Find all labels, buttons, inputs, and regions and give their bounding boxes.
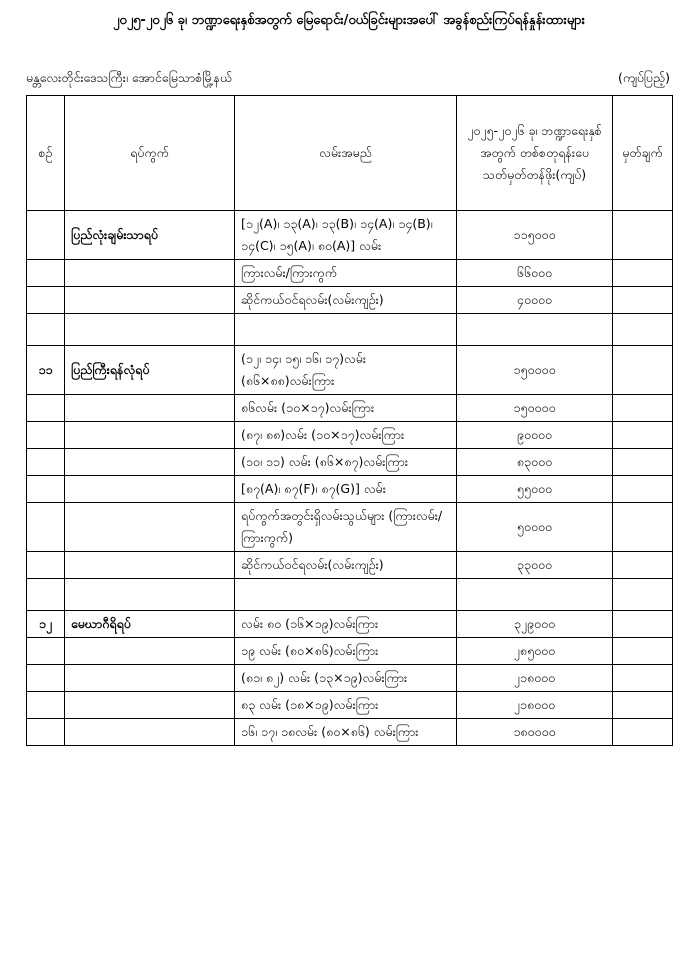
cell-no	[27, 260, 65, 287]
cell-street: [၈၇(A)၊ ၈၇(F)၊ ၈၇(G)] လမ်း	[235, 476, 457, 503]
cell-ward	[65, 638, 235, 665]
table-row	[27, 611, 673, 638]
cell-remark	[613, 211, 673, 260]
table-row	[27, 422, 673, 449]
cell-street: (၈၇၊ ၈၈)လမ်း (၁၀×၁၇)လမ်းကြား	[235, 422, 457, 449]
cell-rate: ၃၃၀၀၀	[457, 552, 613, 579]
header-no: စဉ်	[27, 96, 65, 211]
cell-street: ရပ်ကွက်အတွင်းရှိလမ်းသွယ်များ (ကြားလမ်း/ကြားကွက်)	[235, 503, 457, 552]
cell-street: ကြားလမ်း/ကြားကွက်	[235, 260, 457, 287]
cell-ward	[65, 287, 235, 314]
cell-ward: ပြည်ကြီးရန်လုံရပ်	[65, 346, 235, 395]
cell-no: ၁၂	[27, 611, 65, 638]
table-row	[27, 552, 673, 579]
cell-rate	[457, 579, 613, 611]
table-row	[27, 260, 673, 287]
table-row	[27, 476, 673, 503]
cell-remark	[613, 611, 673, 638]
cell-street: ၁၉ လမ်း (၈၀×၈၆)လမ်းကြား	[235, 638, 457, 665]
header-remark: မှတ်ချက်	[613, 96, 673, 211]
cell-street: ၈၃ လမ်း (၁၈×၁၉)လမ်းကြား	[235, 692, 457, 719]
cell-no	[27, 422, 65, 449]
table-row	[27, 314, 673, 346]
table-row	[27, 346, 673, 395]
location-label: မန္တလေးတိုင်းဒေသကြီး၊ အောင်မြေသာစံမြို့နယ်	[26, 70, 233, 85]
cell-remark	[613, 449, 673, 476]
table-row	[27, 638, 673, 665]
cell-no	[27, 579, 65, 611]
cell-no	[27, 719, 65, 746]
cell-remark	[613, 503, 673, 552]
cell-no	[27, 503, 65, 552]
table-row	[27, 692, 673, 719]
cell-no	[27, 287, 65, 314]
cell-no	[27, 692, 65, 719]
cell-ward	[65, 719, 235, 746]
cell-no	[27, 211, 65, 260]
cell-no	[27, 638, 65, 665]
cell-street: [၁၂(A)၊ ၁၃(A)၊ ၁၃(B)၊ ၁၄(A)၊ ၁၄(B)၊ ၁၄(C)၊ ၁၅(A)၊ ၈၀(A)] လမ်း	[235, 211, 457, 260]
cell-remark	[613, 719, 673, 746]
cell-rate: ၃၂၉၀၀၀	[457, 611, 613, 638]
cell-street: ဆိုင်ကယ်ဝင်ရလမ်း(လမ်းကျဉ်း)	[235, 552, 457, 579]
cell-remark	[613, 552, 673, 579]
cell-ward	[65, 579, 235, 611]
cell-ward	[65, 552, 235, 579]
cell-rate: ၁၁၅၀၀၀	[457, 211, 613, 260]
cell-ward	[65, 503, 235, 552]
table-row	[27, 719, 673, 746]
cell-rate: ၈၃၀၀၀	[457, 449, 613, 476]
cell-ward	[65, 449, 235, 476]
table-row	[27, 665, 673, 692]
cell-rate: ၂၈၅၀၀၀	[457, 638, 613, 665]
header-ward: ရပ်ကွက်	[65, 96, 235, 211]
cell-street	[235, 579, 457, 611]
cell-rate: ၂၁၈၀၀၀	[457, 692, 613, 719]
cell-street: ၁၆၊ ၁၇၊ ၁၈လမ်း (၈၀×၈၆) လမ်းကြား	[235, 719, 457, 746]
cell-remark	[613, 579, 673, 611]
cell-ward	[65, 422, 235, 449]
cell-ward	[65, 476, 235, 503]
cell-street: ၈၆လမ်း (၁၀×၁၇)လမ်းကြား	[235, 395, 457, 422]
unit-label: (ကျပ်ပြည့်)	[617, 70, 670, 85]
cell-rate: ၉၀၀၀၀	[457, 422, 613, 449]
cell-remark	[613, 638, 673, 665]
table-row	[27, 503, 673, 552]
cell-no: ၁၁	[27, 346, 65, 395]
table-body	[27, 211, 673, 746]
cell-no	[27, 476, 65, 503]
cell-no	[27, 395, 65, 422]
cell-street: (၁၀၊ ၁၁) လမ်း (၈၆×၈၇)လမ်းကြား	[235, 449, 457, 476]
cell-street: (၁၂၊ ၁၄၊ ၁၅၊ ၁၆၊ ၁၇)လမ်း (၈၆×၈၈)လမ်းကြား	[235, 346, 457, 395]
cell-rate: ၆၆၀၀၀	[457, 260, 613, 287]
cell-rate	[457, 314, 613, 346]
cell-rate: ၅၀၀၀၀	[457, 503, 613, 552]
cell-rate: ၁၅၀၀၀၀	[457, 346, 613, 395]
cell-street: ဆိုင်ကယ်ဝင်ရလမ်း(လမ်းကျဉ်း)	[235, 287, 457, 314]
cell-rate: ၁၈၀၀၀၀	[457, 719, 613, 746]
document-title: ၂၀၂၅-၂၀၂၆ ခု၊ ဘဏ္ဍာရေးနှစ်အတွက် မြေရောင်း/ဝယ်ခြင်းများအပေါ် အခွန်စည်းကြပ်ရန်နှုန်းထားများ	[113, 13, 585, 28]
cell-street: (၈၁၊ ၈၂) လမ်း (၁၃×၁၉)လမ်းကြား	[235, 665, 457, 692]
cell-remark	[613, 314, 673, 346]
cell-ward	[65, 395, 235, 422]
cell-street: လမ်း ၈၀ (၁၆×၁၉)လမ်းကြား	[235, 611, 457, 638]
header-street: လမ်းအမည်	[235, 96, 457, 211]
cell-ward	[65, 260, 235, 287]
cell-remark	[613, 287, 673, 314]
cell-ward	[65, 314, 235, 346]
cell-rate: ၄၀၀၀၀	[457, 287, 613, 314]
cell-remark	[613, 395, 673, 422]
table-row	[27, 287, 673, 314]
table-row	[27, 395, 673, 422]
cell-no	[27, 314, 65, 346]
table-row	[27, 211, 673, 260]
rates-table	[26, 95, 673, 746]
cell-remark	[613, 665, 673, 692]
cell-remark	[613, 346, 673, 395]
cell-remark	[613, 260, 673, 287]
cell-remark	[613, 422, 673, 449]
table-row	[27, 449, 673, 476]
table-row	[27, 579, 673, 611]
cell-rate: ၅၅၀၀၀	[457, 476, 613, 503]
cell-rate: ၂၁၈၀၀၀	[457, 665, 613, 692]
cell-remark	[613, 692, 673, 719]
cell-rate: ၁၅၀၀၀၀	[457, 395, 613, 422]
table-header-row	[27, 96, 673, 211]
cell-ward	[65, 665, 235, 692]
cell-remark	[613, 476, 673, 503]
header-rate: ၂၀၂၅-၂၀၂၆ ခု၊ ဘဏ္ဍာရေးနှစ်အတွက် တစ်စတုရန်းပေ သတ်မှတ်တန်ဖိုး(ကျပ်)	[457, 96, 613, 211]
cell-no	[27, 449, 65, 476]
cell-ward: မေဃာဂီရိရပ်	[65, 611, 235, 638]
cell-street	[235, 314, 457, 346]
cell-ward: ပြည်လုံးချမ်းသာရပ်	[65, 211, 235, 260]
cell-no	[27, 552, 65, 579]
cell-ward	[65, 692, 235, 719]
cell-no	[27, 665, 65, 692]
